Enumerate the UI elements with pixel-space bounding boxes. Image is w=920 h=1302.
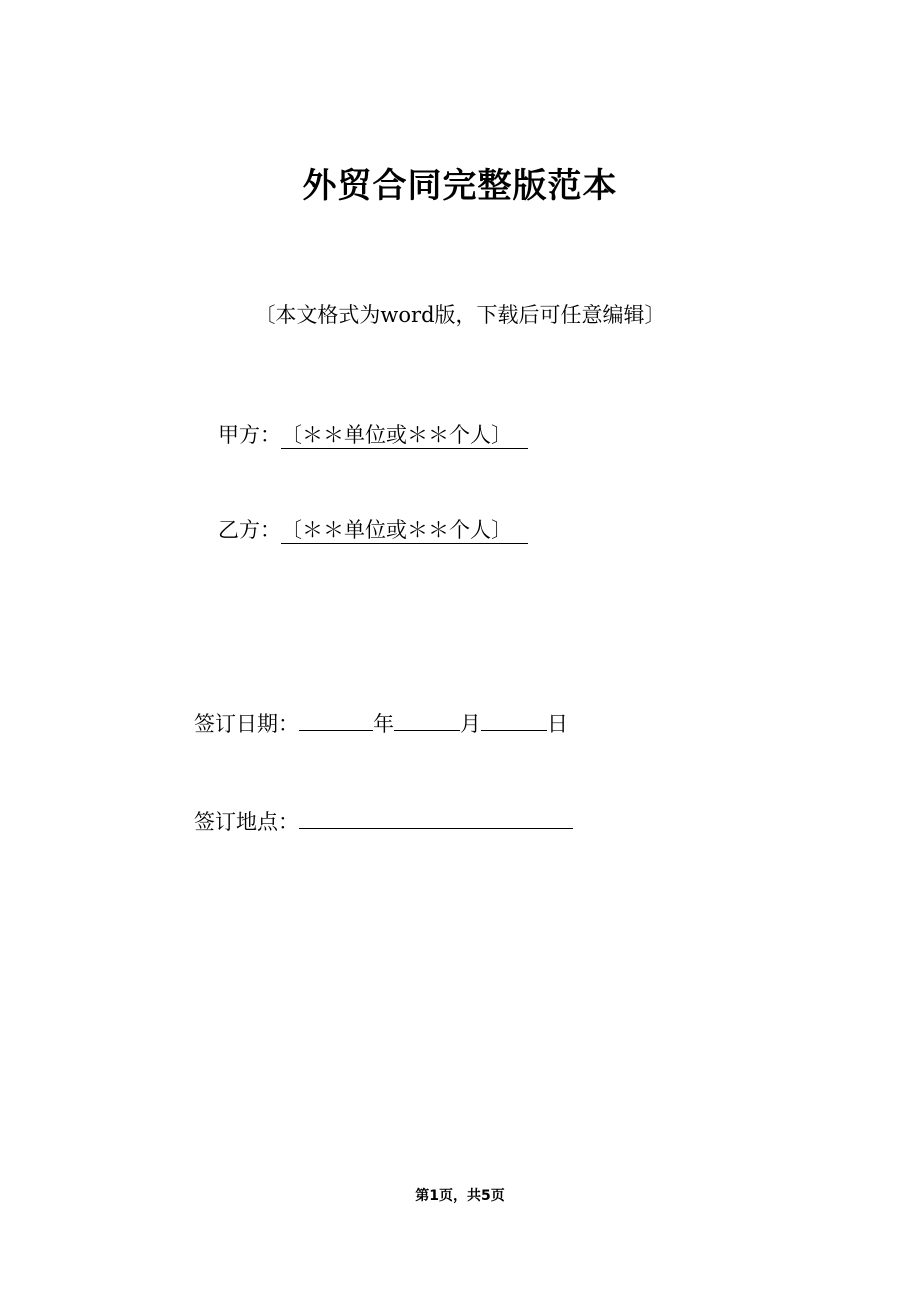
party-b-line: [218, 515, 528, 545]
signing-date-line: [194, 708, 568, 739]
page-indicator: 第1页，共5页: [415, 1188, 505, 1204]
month-blank[interactable]: [394, 708, 460, 731]
signing-place-line: [194, 806, 573, 837]
format-note: 〔本文格式为word版，下载后可任意编辑〕: [254, 303, 666, 327]
party-b-label: 乙方：: [218, 518, 281, 542]
party-a-field[interactable]: 〔＊＊单位或＊＊个人〕: [281, 422, 528, 449]
place-blank[interactable]: [299, 806, 573, 829]
signing-place-label: 签订地点：: [194, 810, 299, 834]
party-a-label: 甲方：: [218, 423, 281, 447]
day-blank[interactable]: [481, 708, 547, 731]
document-title: 外贸合同完整版范本: [302, 166, 618, 206]
signing-date-label: 签订日期：: [194, 712, 299, 736]
year-blank[interactable]: [299, 708, 373, 731]
year-unit: 年: [373, 712, 394, 736]
day-unit: 日: [547, 712, 568, 736]
party-a-line: [218, 420, 528, 450]
party-b-field[interactable]: 〔＊＊单位或＊＊个人〕: [281, 517, 528, 544]
month-unit: 月: [460, 712, 481, 736]
